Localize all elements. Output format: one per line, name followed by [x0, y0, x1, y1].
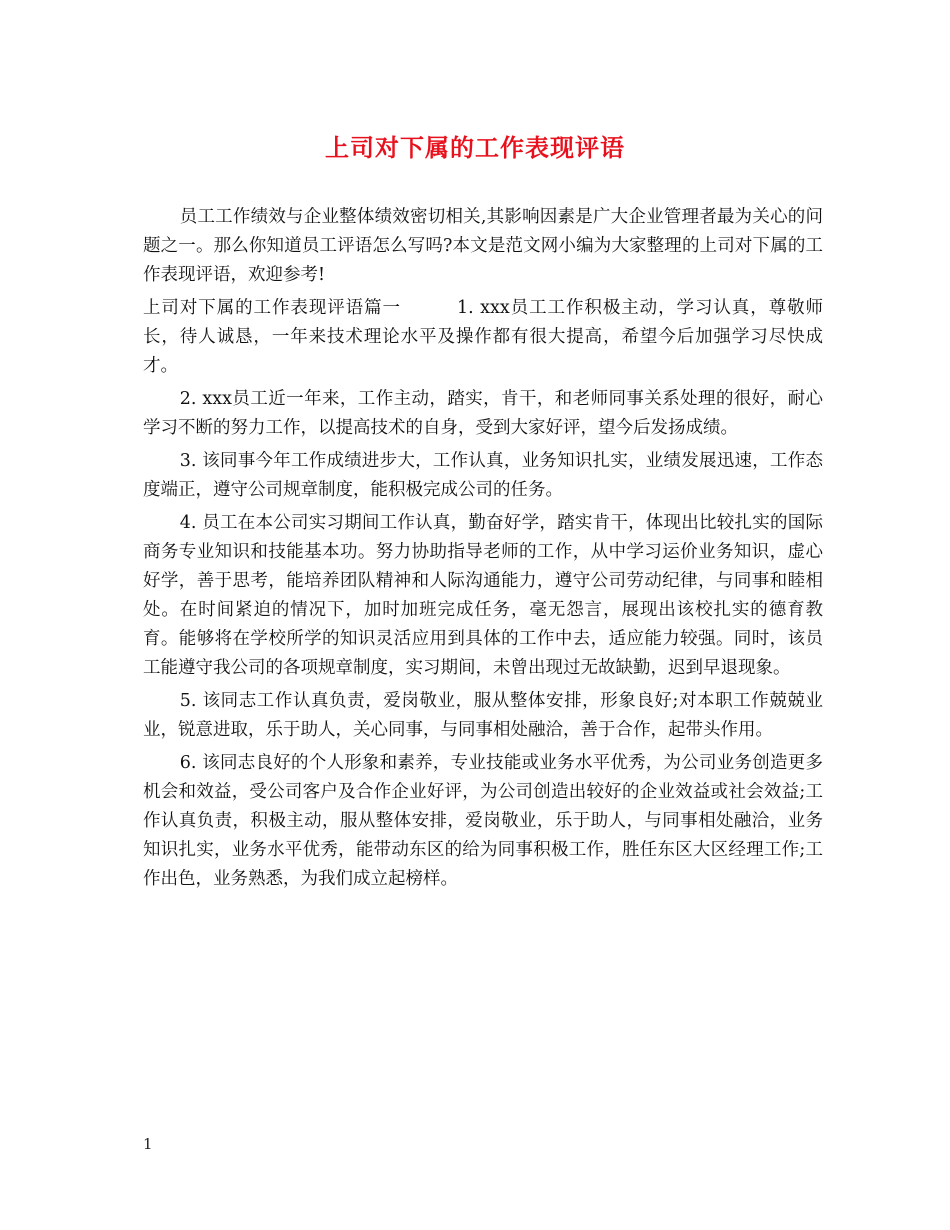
- page-number: 1: [143, 1135, 153, 1153]
- item-1-text: 1. xxx员工工作积极主动，学习认真，尊敬师长，待人诚恳，一年来技术理论水平及操作都有很大提高，希望今后加强学习尽快成才。: [143, 298, 823, 376]
- item-5-paragraph: 5. 该同志工作认真负责，爱岗敬业，服从整体安排，形象良好;对本职工作兢兢业业，锐意进取，乐于助人，关心同事，与同事相处融洽，善于合作，起带头作用。: [143, 691, 823, 740]
- intro-paragraph: 员工工作绩效与企业整体绩效密切相关,其影响因素是广大企业管理者最为关心的问题之一。那么你知道员工评语怎么写吗?本文是范文网小编为大家整理的上司对下属的工作表现评语，欢迎参考!: [143, 207, 823, 285]
- item-2-paragraph: 2. xxx员工近一年来，工作主动，踏实，肯干，和老师同事关系处理的很好，耐心学习不断的努力工作，以提高技术的自身，受到大家好评，望今后发扬成绩。: [143, 389, 823, 438]
- document-body: [143, 203, 823, 898]
- item-4-paragraph: 4. 员工在本公司实习期间工作认真，勤奋好学，踏实肯干，体现出比较扎实的国际商务专业知识和技能基本功。努力协助指导老师的工作，从中学习运价业务知识，虚心好学，善于思考，能培养团队精神和人际沟通能力，遵守公司劳动纪律，与同事和睦相处。在时间紧迫的情况下，加时加班完成任务，毫无怨言，展现出该校扎实的德育教育。能够将在学校所学的知识灵活应用到具体的工作中去，适应能力较强。同时，该员工能遵守我公司的各项规章制度，实习期间，未曾出现过无故缺勤，迟到早退现象。: [143, 513, 823, 678]
- item-6-paragraph: 6. 该同志良好的个人形象和素养，专业技能或业务水平优秀，为公司业务创造更多机会和效益，受公司客户及合作企业好评，为公司创造出较好的企业效益或社会效益;工作认真负责，积极主动，服从整体安排，爱岗敬业，乐于助人，与同事相处融洽，业务知识扎实，业务水平优秀，能带动东区的给为同事积极工作，胜任东区大区经理工作;工作出色，业务熟悉，为我们成立起榜样。: [143, 753, 823, 889]
- page-title: 上司对下属的工作表现评语: [325, 133, 625, 162]
- section-paragraph-1: [143, 294, 823, 381]
- item-3-paragraph: 3. 该同事今年工作成绩进步大，工作认真，业务知识扎实，业绩发展迅速，工作态度端正，遵守公司规章制度，能积极完成公司的任务。: [143, 451, 823, 500]
- section-heading: 上司对下属的工作表现评语篇一: [143, 298, 401, 318]
